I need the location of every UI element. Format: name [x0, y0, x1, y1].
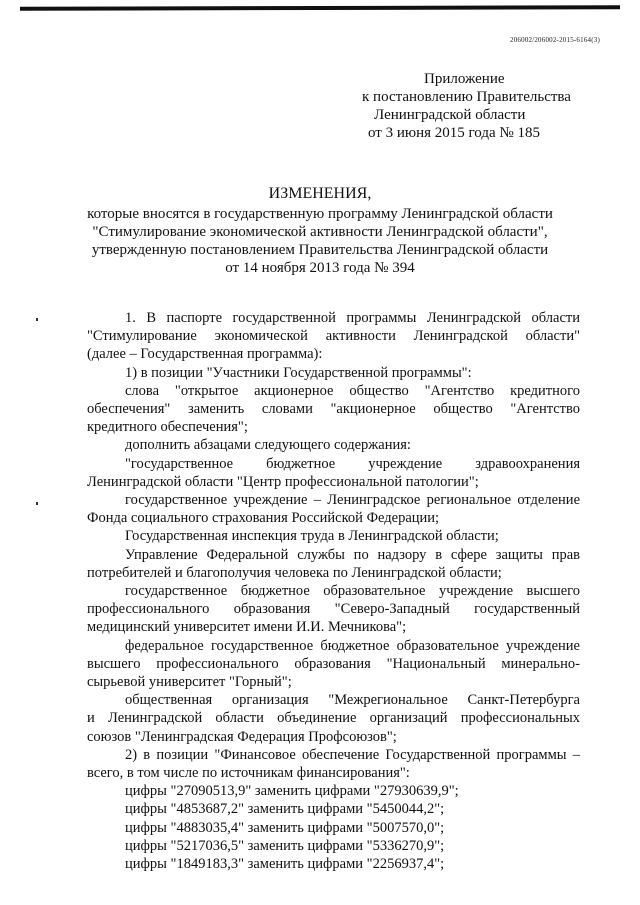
paragraph-line: дополнить абзацами следующего содержания:: [125, 437, 411, 454]
title-line: "Стимулирование экономической активности Ленинградской области",: [92, 224, 548, 240]
paragraph-line: федеральное государственное бюджетное образовательное учреждение: [125, 637, 580, 654]
paragraph-line: союзов "Ленинградская Федерация Профсоюзов";: [87, 728, 397, 745]
appendix-line: к постановлению Правительства: [362, 89, 571, 105]
paragraph-line: Ленинградской области "Центр профессиональной патологии";: [87, 473, 479, 490]
appendix-block: [362, 70, 602, 142]
paragraph-line: 1) в позиции "Участники Государственной программы":: [125, 364, 472, 381]
paragraph-line: государственное учреждение – Ленинградское региональное отделение: [125, 492, 580, 509]
margin-mark: [36, 502, 38, 505]
paragraph-line: цифры "4883035,4" заменить цифрами "5007570,0";: [125, 819, 445, 836]
paragraph-line: цифры "5217036,5" заменить цифрами "5336270,9";: [125, 837, 445, 854]
paragraph-line: и Ленинградской области объединение организаций профессиональных: [87, 710, 580, 727]
paragraph-line: "Стимулирование экономической активности Ленинградской области": [87, 328, 580, 345]
paragraph-line: высшего профессионального образования "Национальный минерально-: [87, 655, 580, 672]
paragraph-line: всего, в том числе по источникам финансирования":: [87, 765, 410, 782]
appendix-line: Приложение: [424, 71, 505, 87]
document-id: 206002/206002-2015-6164(3): [510, 36, 600, 44]
paragraph-line: сырьевой университет "Горный";: [87, 674, 292, 691]
title-line: которые вносятся в государственную программу Ленинградской области: [87, 206, 553, 222]
document-body: [87, 309, 580, 873]
appendix-line: от 3 июня 2015 года № 185: [368, 125, 540, 141]
paragraph-line: медицинский университет имени И.И. Мечникова";: [87, 619, 407, 636]
paragraph-line: (далее – Государственная программа):: [87, 346, 323, 363]
title-line: от 14 ноября 2013 года № 394: [225, 260, 415, 276]
paragraph-line: цифры "4853687,2" заменить цифрами "5450044,2";: [125, 801, 445, 818]
margin-mark: [36, 318, 38, 321]
paragraph-line: 2) в позиции "Финансовое обеспечение Государственной программы –: [125, 746, 580, 763]
top-border-rule: [20, 5, 620, 11]
paragraph-line: цифры "1849183,3" заменить цифрами "2256937,4";: [125, 856, 445, 873]
paragraph-line: слова "открытое акционерное общество "Агентство кредитного: [125, 382, 580, 399]
paragraph-line: Фонда социального страхования Российской Федерации;: [87, 510, 440, 527]
paragraph-line: цифры "27090513,9" заменить цифрами "27930639,9";: [125, 783, 459, 800]
paragraph-line: профессионального образования "Северо-Западный государственный: [87, 601, 580, 618]
title-line: утвержденную постановлением Правительства Ленинградской области: [91, 242, 549, 258]
paragraph-line: 1. В паспорте государственной программы Ленинградской области: [125, 310, 580, 326]
paragraph-line: кредитного обеспечения";: [87, 419, 248, 436]
paragraph-line: государственное бюджетное образовательное учреждение высшего: [125, 583, 580, 600]
paragraph-line: Государственная инспекция труда в Ленинградской области;: [125, 528, 499, 545]
title-heading: ИЗМЕНЕНИЯ,: [268, 185, 372, 202]
paragraph-line: Управление Федеральной службы по надзору в сфере защиты прав: [125, 546, 580, 563]
paragraph-line: обеспечения" заменить словами "акционерное общество "Агентство: [87, 401, 580, 418]
paragraph-line: потребителей и благополучия человека по Ленинградской области;: [87, 564, 502, 581]
appendix-line: Ленинградской области: [374, 107, 526, 123]
paragraph-line: "государственное бюджетное учреждение здравоохранения: [125, 455, 580, 472]
document-title: [60, 185, 580, 277]
paragraph-line: общественная организация "Межрегиональное Санкт-Петербурга: [125, 692, 580, 709]
